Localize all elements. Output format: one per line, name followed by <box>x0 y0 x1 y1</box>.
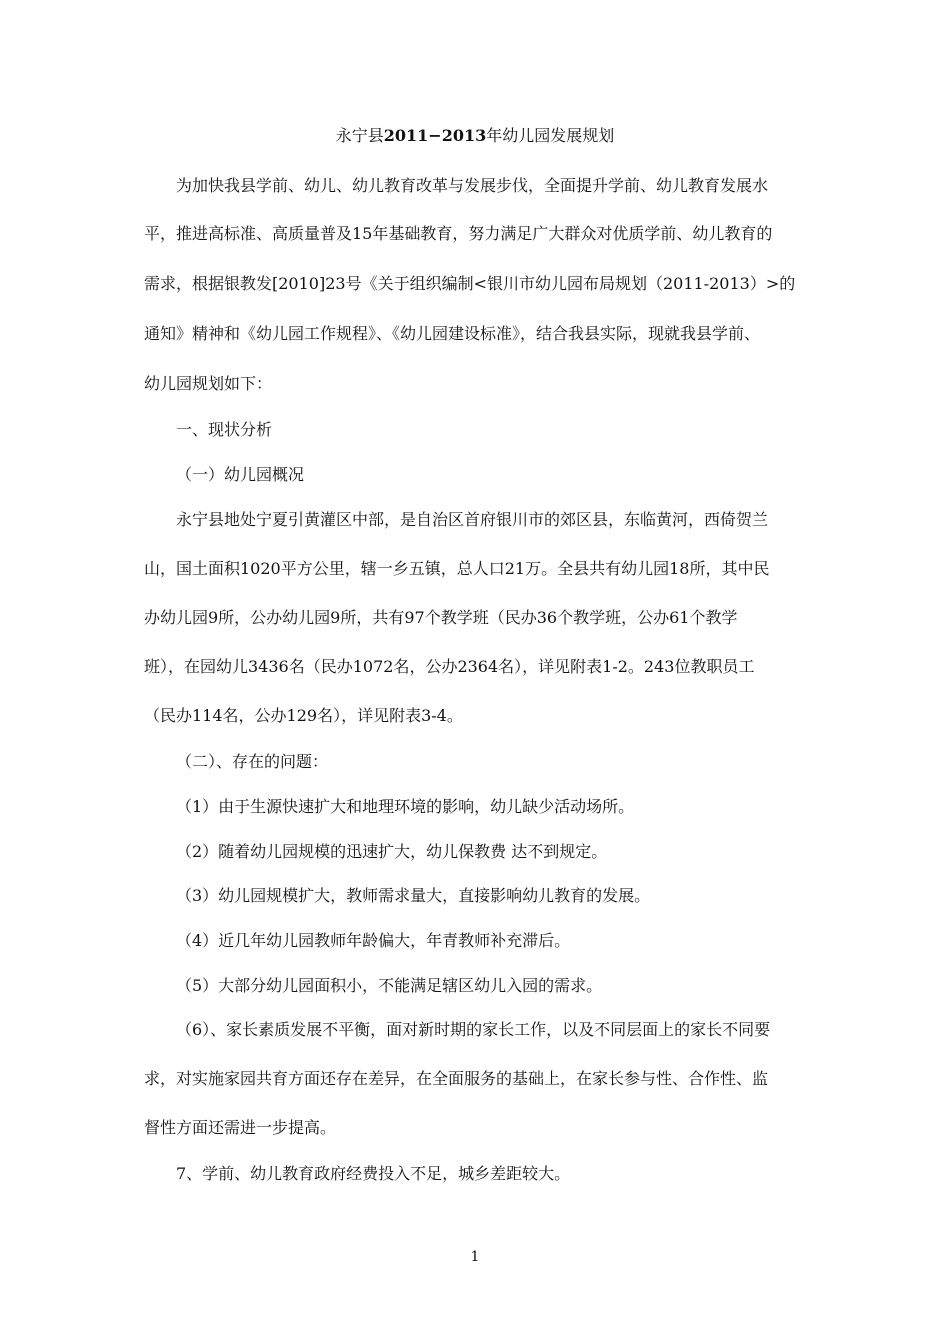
problem-item-continued: 督性方面还需进一步提高。 <box>144 1118 337 1137</box>
title-prefix: 永宁县 <box>335 126 384 145</box>
paragraph-intro-line: 为加快我县学前、幼儿、幼儿教育改革与发展步伐，全面提升学前、幼儿教育发展水 <box>176 176 769 195</box>
problem-item: （5）大部分幼儿园面积小，不能满足辖区幼儿入园的需求。 <box>176 976 603 995</box>
paragraph-overview-line: （民办114名，公办129名），详见附表3-4。 <box>144 706 463 725</box>
paragraph-intro-line: 通知》精神和《幼儿园工作规程》、《幼儿园建设标准》，结合我县实际，现就我县学前、 <box>144 324 761 343</box>
paragraph-intro-line: 平，推进高标准、高质量普及15年基础教育，努力满足广大群众对优质学前、幼儿教育的 <box>144 224 773 243</box>
paragraph-overview-line: 办幼儿园9所，公办幼儿园9所，共有97个教学班（民办36个教学班，公办61个教学 <box>144 608 738 627</box>
title-years: 2011−2013 <box>383 126 487 145</box>
title-suffix: 年幼儿园发展规划 <box>486 126 615 145</box>
problem-item: （3）幼儿园规模扩大，教师需求量大，直接影响幼儿教育的发展。 <box>176 886 651 905</box>
problem-item: （6）、家长素质发展不平衡，面对新时期的家长工作，以及不同层面上的家长不同要 <box>176 1020 771 1039</box>
paragraph-overview-line: 山，国土面积1020平方公里，辖一乡五镇，总人口21万。全县共有幼儿园18所，其中民 <box>144 559 770 578</box>
subsection-heading: （一）幼儿园概况 <box>176 465 305 484</box>
paragraph-intro-line: 幼儿园规划如下： <box>144 374 273 393</box>
paragraph-overview-line: 班），在园幼儿3436名（民办1072名，公办2364名），详见附表1-2。243位教职员工 <box>144 657 755 676</box>
paragraph-overview-line: 永宁县地处宁夏引黄灌区中部，是自治区首府银川市的郊区县，东临黄河，西倚贺兰 <box>176 510 769 529</box>
problem-item-continued: 求，对实施家园共育方面还存在差异，在全面服务的基础上，在家长参与性、合作性、监 <box>144 1069 769 1088</box>
document-title <box>0 124 950 148</box>
problem-item: （4）近几年幼儿园教师年龄偏大，年青教师补充滞后。 <box>176 931 571 950</box>
page-number: 1 <box>470 1249 480 1265</box>
problem-item: （2）随着幼儿园规模的迅速扩大，幼儿保教费 达不到规定。 <box>176 842 608 861</box>
paragraph-intro-line: 需求，根据银教发[2010]23号《关于组织编制<银川市幼儿园布局规划（2011-2013）>的 <box>144 274 796 293</box>
section-heading: 一、现状分析 <box>176 420 273 439</box>
problem-item: 7、学前、幼儿教育政府经费投入不足，城乡差距较大。 <box>176 1164 571 1183</box>
problem-item: （1）由于生源快速扩大和地理环境的影响，幼儿缺少活动场所。 <box>176 797 635 816</box>
subsection-heading: （二）、存在的问题： <box>176 752 329 771</box>
